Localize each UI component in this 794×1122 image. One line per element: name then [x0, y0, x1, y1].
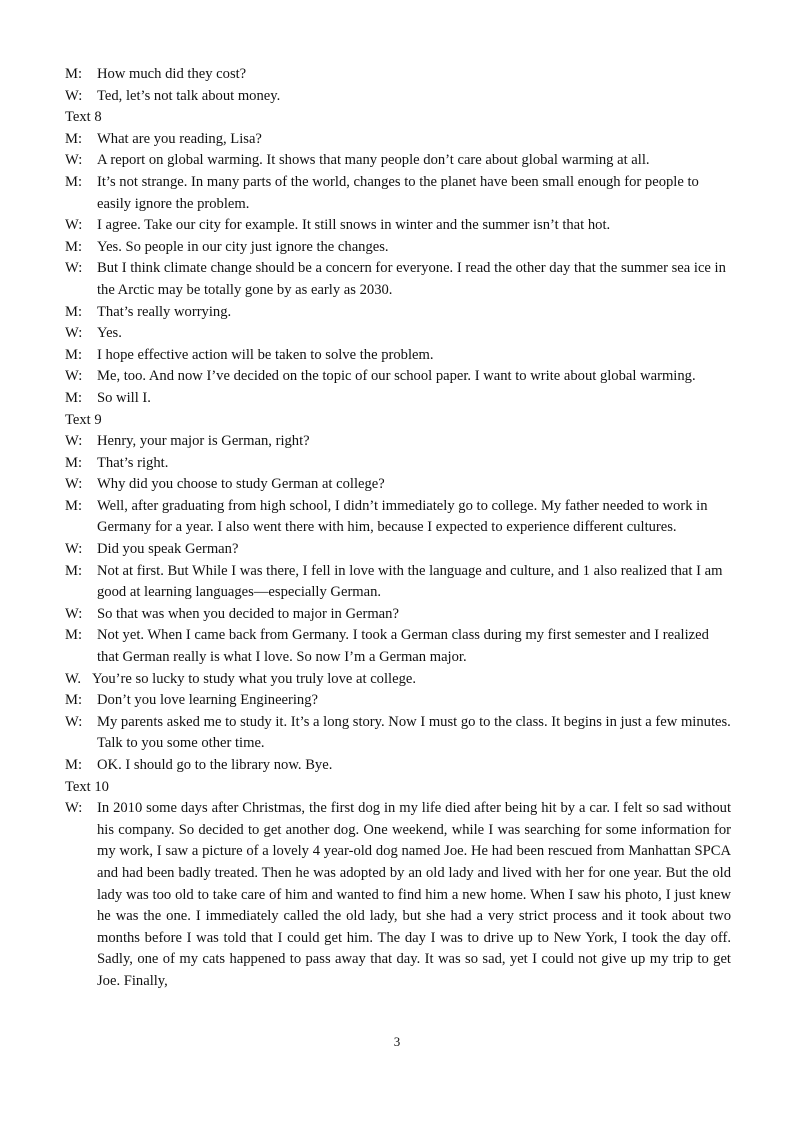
dialogue-text: Henry, your major is German, right? — [97, 433, 310, 450]
speaker-label: M: — [65, 346, 83, 363]
dialogue-line — [65, 258, 731, 301]
dialogue-text: Ted, let’s not talk about money. — [97, 87, 281, 104]
page-number: 3 — [393, 1034, 401, 1049]
dialogue-text: What are you reading, Lisa? — [97, 130, 262, 147]
dialogue-line — [65, 150, 731, 172]
dialogue-line — [65, 539, 731, 561]
dialogue-text: Why did you choose to study German at college? — [97, 476, 385, 493]
speaker-label: W: — [65, 87, 83, 104]
dialogue-line — [65, 215, 731, 237]
dialogue-text: But I think climate change should be a concern for everyone. I read the other day that the summer sea ice in the Arctic may be totally gone by as early as 2030. — [97, 260, 726, 298]
dialogue-line — [65, 172, 731, 215]
speaker-label: W: — [65, 433, 83, 450]
dialogue-text: Well, after graduating from high school, I didn’t immediately go to college. My father needed to work in Germany for a year. I also went there with him, because I expected to experience different cultures. — [97, 497, 708, 536]
dialogue-line — [65, 345, 731, 367]
dialogue-text: Yes. — [97, 325, 122, 342]
speaker-label: M: — [65, 173, 83, 190]
speaker-label: M: — [65, 627, 83, 644]
dialogue-line — [65, 129, 731, 151]
dialogue-text: So will I. — [97, 389, 151, 406]
dialogue-text: That’s really worrying. — [97, 303, 232, 320]
dialogue-text: My parents asked me to study it. It’s a long story. Now I must go to the class. It begins in just a few minutes. Talk to you some other time. — [97, 713, 731, 752]
speaker-label: W: — [65, 260, 83, 277]
speaker-label: W: — [65, 605, 83, 622]
dialogue-line — [65, 323, 731, 345]
dialogue-line — [65, 388, 731, 410]
dialogue-line — [65, 237, 731, 259]
dialogue-text: Not yet. When I came back from Germany. I took a German class during my first semester and I realized that German really is what I love. So now I’m a German major. — [97, 627, 709, 666]
speaker-label: M: — [65, 562, 83, 579]
speaker-label: W: — [65, 476, 83, 493]
section-heading-text8: Text 8 — [65, 109, 102, 126]
speaker-label: W. — [65, 670, 82, 687]
dialogue-text: That’s right. — [97, 454, 169, 471]
dialogue-line — [65, 604, 731, 626]
dialogue-line — [65, 755, 731, 777]
dialogue-text: You’re so lucky to study what you truly love at college. — [92, 670, 416, 687]
dialogue-line — [65, 561, 731, 604]
speaker-label: W: — [65, 713, 83, 730]
dialogue-line — [65, 302, 731, 324]
dialogue-line — [65, 712, 731, 755]
dialogue-text: So that was when you decided to major in German? — [97, 605, 399, 622]
speaker-label: M: — [65, 497, 83, 514]
dialogue-line — [65, 453, 731, 475]
speaker-label: M: — [65, 757, 83, 773]
speaker-label: M: — [65, 130, 83, 147]
dialogue-text: Me, too. And now I’ve decided on the topic of our school paper. I want to write about global warming. — [97, 368, 696, 385]
speaker-label: W: — [65, 325, 83, 342]
dialogue-line — [65, 366, 731, 388]
dialogue-text: It’s not strange. In many parts of the world, changes to the planet have been small enough for people to easily ignore the problem. — [97, 173, 699, 212]
dialogue-text: Did you speak German? — [97, 541, 239, 558]
dialogue-line — [65, 669, 731, 691]
document-page — [65, 64, 731, 993]
dialogue-text: Yes. So people in our city just ignore the changes. — [97, 238, 389, 255]
dialogue-text: How much did they cost? — [97, 66, 247, 82]
speaker-label: M: — [65, 454, 83, 471]
dialogue-line — [65, 431, 731, 453]
dialogue-line — [65, 625, 731, 668]
speaker-label: M: — [65, 66, 83, 82]
dialogue-text: Not at first. But While I was there, I fell in love with the language and culture, and 1 also realized that I am good at learning languages—especially German. — [97, 562, 723, 601]
speaker-label: W: — [65, 541, 83, 558]
speaker-label: M: — [65, 303, 83, 320]
dialogue-line — [65, 474, 731, 496]
speaker-label: W: — [65, 217, 83, 234]
speaker-label: M: — [65, 389, 83, 406]
monologue-paragraph — [65, 798, 731, 992]
dialogue-line — [65, 690, 731, 712]
dialogue-text: OK. I should go to the library now. Bye. — [97, 757, 333, 773]
speaker-label: M: — [65, 238, 83, 255]
dialogue-text: I hope effective action will be taken to solve the problem. — [97, 346, 434, 363]
speaker-label: W: — [65, 368, 83, 385]
section-heading-text9: Text 9 — [65, 411, 102, 428]
dialogue-line — [65, 64, 731, 86]
section-heading-text10: Text 10 — [65, 778, 109, 795]
dialogue-text: Don’t you love learning Engineering? — [97, 692, 319, 709]
dialogue-line — [65, 86, 731, 108]
dialogue-text: A report on global warming. It shows that many people don’t care about global warming at all. — [97, 152, 650, 169]
dialogue-text: I agree. Take our city for example. It still snows in winter and the summer isn’t that hot. — [97, 217, 611, 234]
speaker-label: M: — [65, 692, 83, 709]
speaker-label: W: — [65, 800, 83, 817]
dialogue-line — [65, 496, 731, 539]
speaker-label: W: — [65, 152, 83, 169]
monologue-text: In 2010 some days after Christmas, the first dog in my life died after being hit by a car. I felt so sad without his company. So decided to get another dog. One weekend, while I was searching for some information for my work, I saw a picture of a lovely 4 year-old dog named Joe. He had been rescued from Manhattan SPCA and had been badly treated. Then he was adopted by an old lady and lived with her for one year. But the old lady was too old to take care of him and wanted to find him a new home. When I saw his photo, I just knew he was the one. I immediately called the old lady, but she had a very strict process and it took about two months before I was told that I could get him. The day I was to drive up to New York, I took the day off. Sadly, one of my cats happened to pass away that day. It was so sad, yet I could not give up my trip to get Joe. Finally, — [97, 800, 731, 989]
